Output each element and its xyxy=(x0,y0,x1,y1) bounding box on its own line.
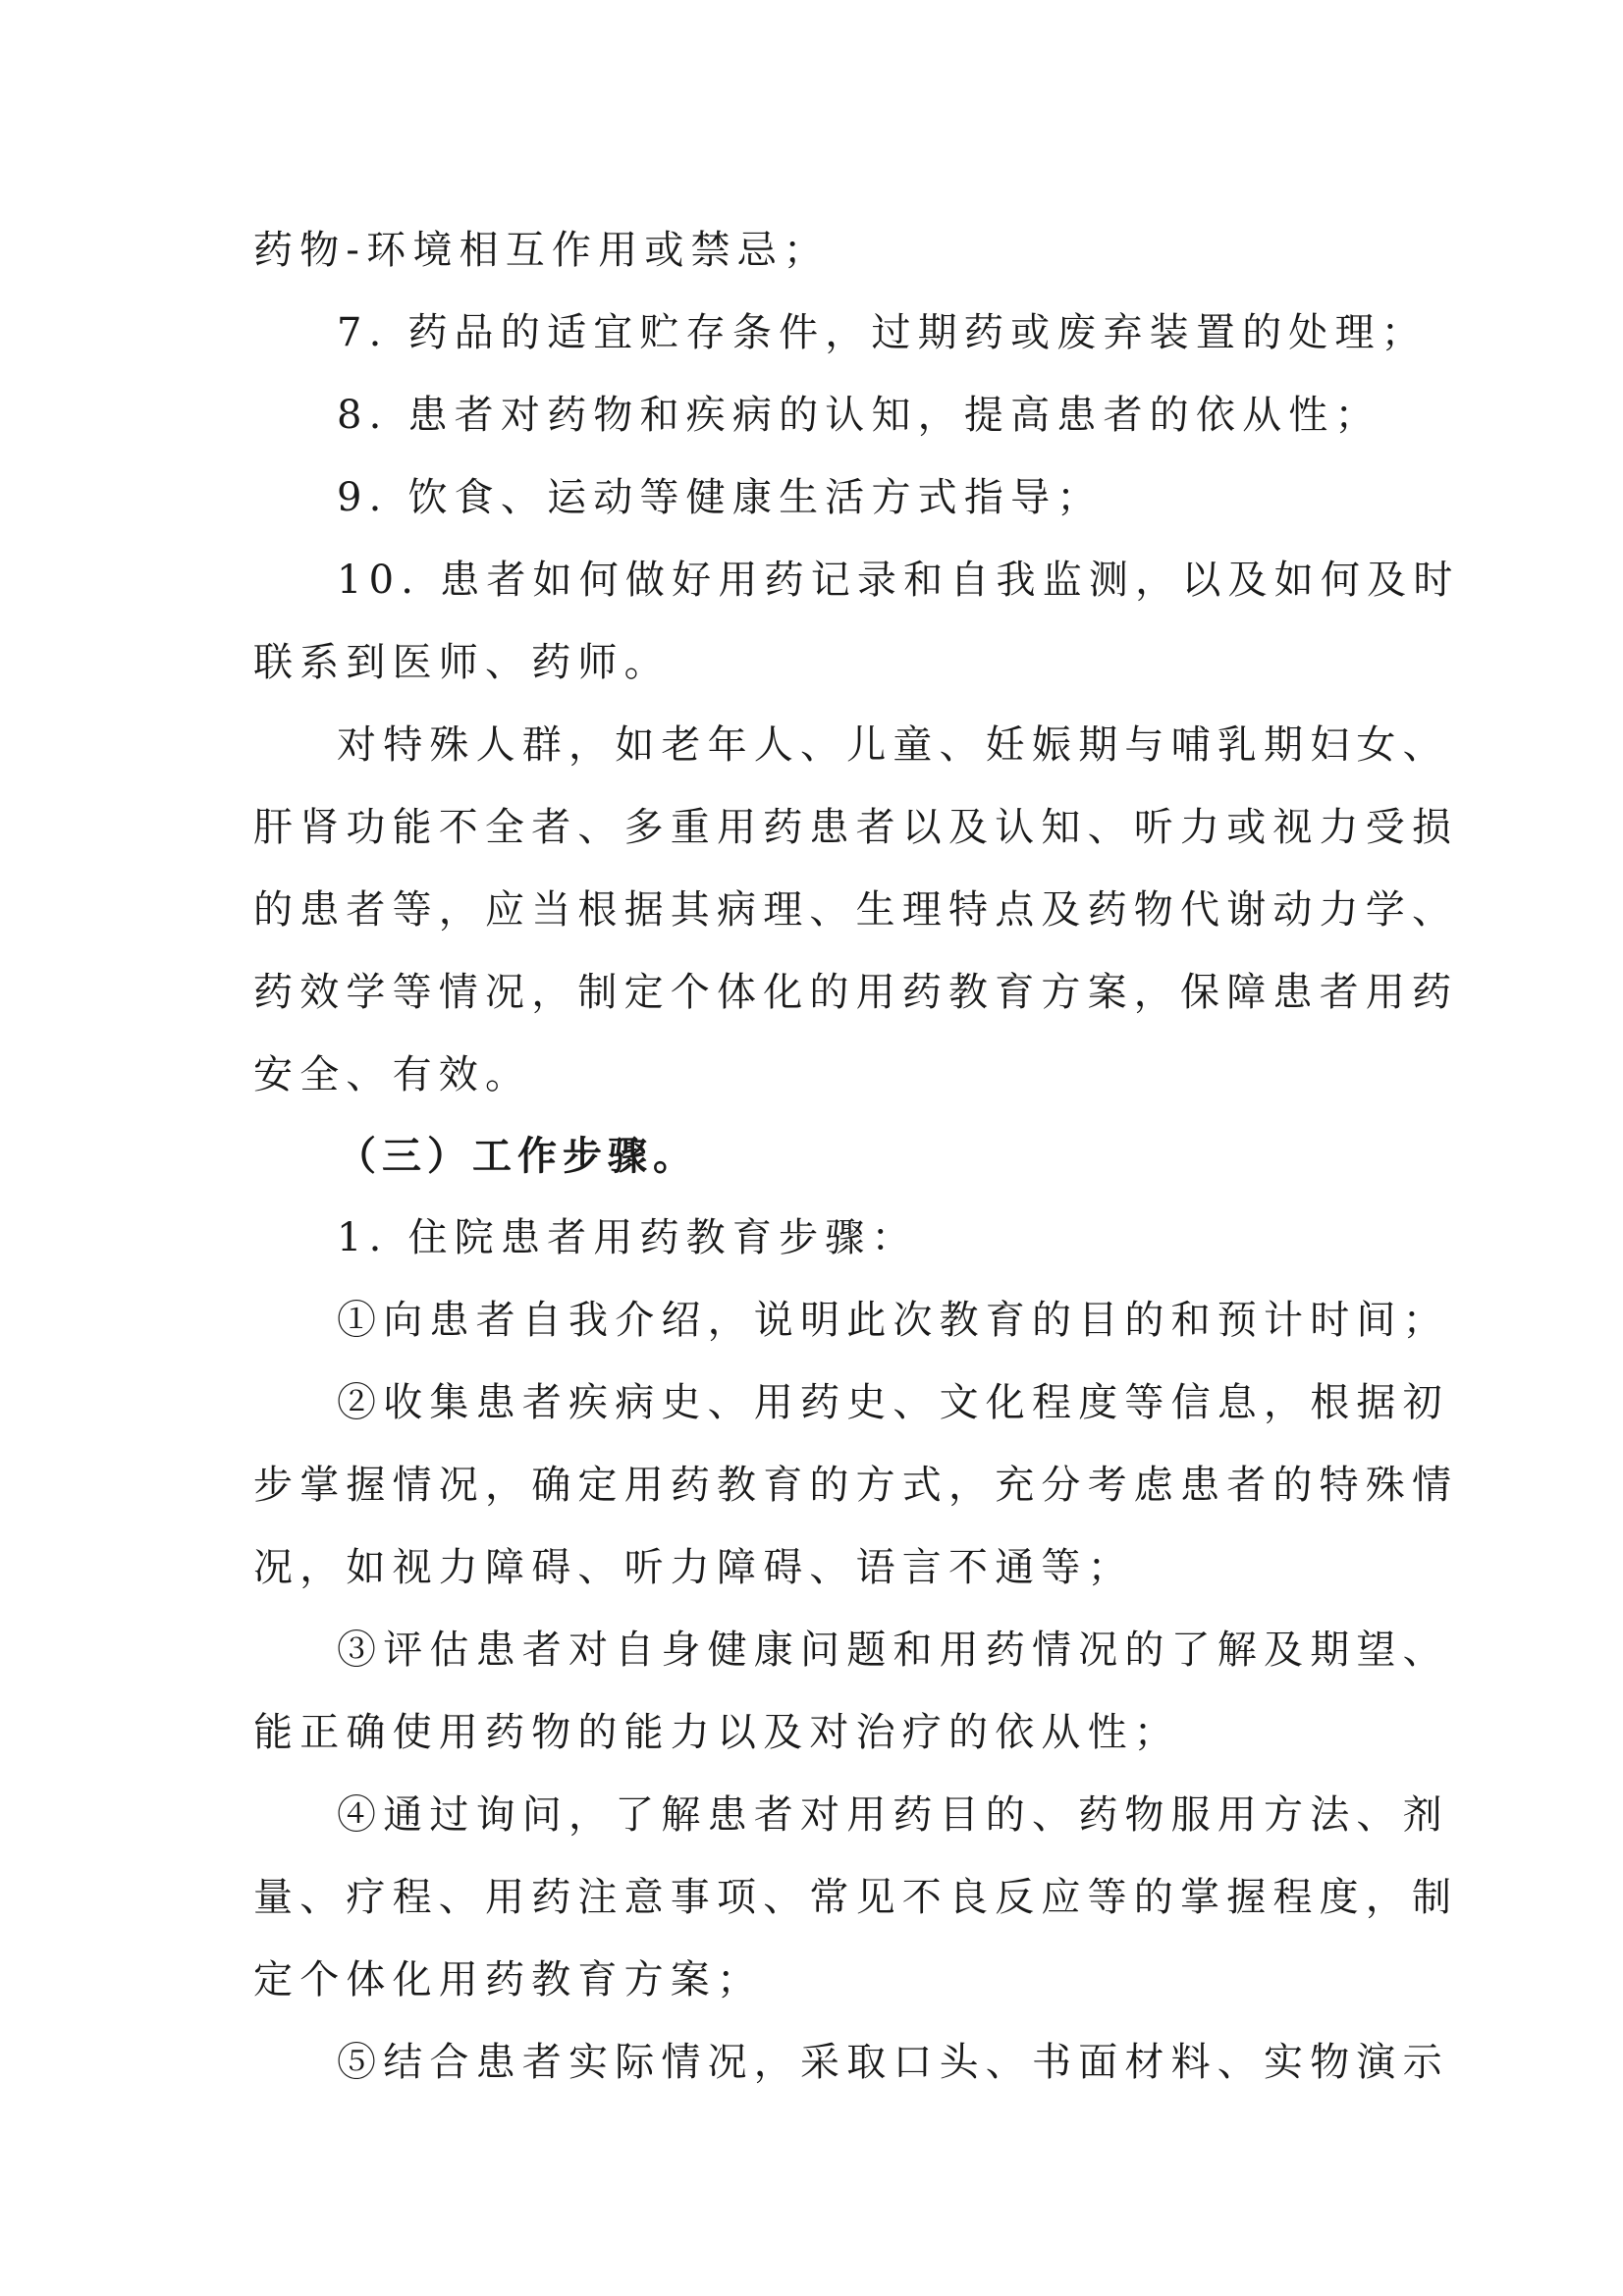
text-line: 步掌握情况，确定用药教育的方式，充分考虑患者的特殊情 xyxy=(253,1463,1459,1508)
text-line: 能正确使用药物的能力以及对治疗的依从性； xyxy=(253,1710,1180,1755)
text-line: 安全、有效。 xyxy=(253,1052,532,1097)
list-item: ③评估患者对自身健康问题和用药情况的了解及期望、 xyxy=(337,1628,1449,1673)
list-item: 10. 患者如何做好用药记录和自我监测，以及如何及时 xyxy=(337,558,1460,603)
text-line: 肝肾功能不全者、多重用药患者以及认知、听力或视力受损 xyxy=(253,805,1459,850)
list-item: 1. 住院患者用药教育步骤： xyxy=(337,1215,918,1260)
list-item: ②收集患者疾病史、用药史、文化程度等信息，根据初 xyxy=(337,1380,1449,1425)
list-item: 7. 药品的适宜贮存条件，过期药或废弃装置的处理； xyxy=(337,310,1428,355)
list-item: 9. 饮食、运动等健康生活方式指导； xyxy=(337,475,1104,520)
list-item: 8. 患者对药物和疾病的认知，提高患者的依从性； xyxy=(337,393,1381,438)
section-heading: （三）工作步骤。 xyxy=(337,1134,698,1179)
text-line: 药物-环境相互作用或禁忌； xyxy=(253,228,831,273)
list-item: ④通过询问，了解患者对用药目的、药物服用方法、剂 xyxy=(337,1792,1449,1838)
list-item: ⑤结合患者实际情况，采取口头、书面材料、实物演示 xyxy=(337,2040,1449,2085)
text-line: 联系到医师、药师。 xyxy=(253,640,671,685)
text-line: 的患者等，应当根据其病理、生理特点及药物代谢动力学、 xyxy=(253,887,1459,933)
text-line: 量、疗程、用药注意事项、常见不良反应等的掌握程度，制 xyxy=(253,1875,1459,1920)
list-item: ①向患者自我介绍，说明此次教育的目的和预计时间； xyxy=(337,1298,1449,1343)
paragraph-line: 对特殊人群，如老年人、儿童、妊娠期与哺乳期妇女、 xyxy=(337,722,1449,768)
text-line: 况，如视力障碍、听力障碍、语言不通等； xyxy=(253,1545,1134,1590)
text-line: 药效学等情况，制定个体化的用药教育方案，保障患者用药 xyxy=(253,970,1459,1015)
text-line: 定个体化用药教育方案； xyxy=(253,1957,764,2002)
